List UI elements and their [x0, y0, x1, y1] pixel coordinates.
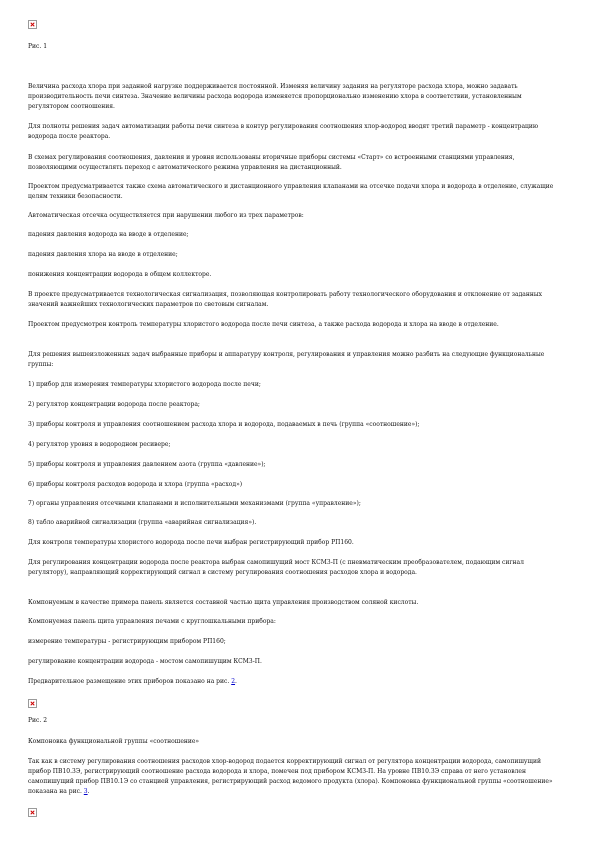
- list-item: регулирование концентрации водорода - мостом самопишущим КСМ3-П.: [28, 658, 262, 665]
- list-item: измерение температуры - регистрирующим прибором РП160;: [28, 638, 226, 645]
- broken-image-icon: [28, 808, 37, 817]
- paragraph: В проекте предусматривается технологическая сигнализация, позволяющая контролировать работу технологического оборудования и отклонение от заданных значений важнейших технологических параметров по световым сигналам.: [28, 291, 543, 308]
- paragraph-with-link: [28, 757, 558, 797]
- paragraph-with-link: [28, 677, 558, 687]
- paragraph: Для полноты решения задач автоматизации работы печи синтеза в контур регулирования соотношения хлор-водород вводят третий параметр - концентрацию водорода после реактора.: [28, 123, 539, 140]
- list-item: падения давления хлора на вводе в отделение;: [28, 251, 178, 258]
- paragraph: Проектом предусматривается также схема автоматического и дистанционного управления клапанами на отсечке подачи хлора и водорода в отделение, служащие целям техники безопасности.: [28, 183, 554, 200]
- figure-caption-1: Рис. 1: [28, 43, 48, 50]
- list-item: 3) приборы контроля и управления соотношением расхода хлора и водорода, подаваемых в печь (группа «соотношение»);: [28, 421, 420, 428]
- paragraph: В схемах регулирования соотношения, давления и уровня использованы вторичные приборы системы «Старт» со встроенными станциями управления, позволяющими осуществлять переход с автоматического режима управления на дистанционный.: [28, 154, 515, 171]
- broken-image-icon: [28, 20, 37, 29]
- paragraph-end: .: [87, 788, 90, 795]
- list-item: 2) регулятор концентрации водорода после реактора;: [28, 401, 200, 408]
- paragraph: Для контроля температуры хлористого водорода после печи выбран регистрирующий прибор РП160.: [28, 539, 354, 546]
- list-item: 8) табло аварийной сигнализации (группа «аварийная сигнализация»).: [28, 519, 257, 526]
- paragraph: Величина расхода хлора при заданной нагрузке поддерживается постоянной. Изменяя величину задания на регуляторе расхода хлора, можно задавать производительность печи синтеза. Значение величины расхода водорода изменяется пропорционально изменению хлора в соответствии, установленным регулятором соотношения.: [28, 83, 522, 110]
- paragraph: Для решения вышеизложенных задач выбранные приборы и аппаратуру контроля, регулирования и управления можно разбить на следующие функциональные группы:: [28, 351, 545, 368]
- list-item: 5) приборы контроля и управления давлением азота (группа «давление»);: [28, 461, 266, 468]
- figure-caption-2: Рис. 2: [28, 717, 48, 724]
- paragraph-end: .: [235, 678, 237, 685]
- list-item: 1) прибор для измерения температуры хлористого водорода после печи;: [28, 381, 261, 388]
- paragraph: Компонуемым в качестве примера панель является составной частью щита управления производством соляной кислоты.: [28, 599, 419, 606]
- paragraph: Проектом предусмотрен контроль температуры хлористого водорода после печи синтеза, а также расхода водорода и хлора на вводе в отделение.: [28, 321, 499, 328]
- list-item: понижения концентрации водорода в общем коллекторе.: [28, 271, 212, 278]
- paragraph-text: Предварительное размещение этих приборов показано на рис.: [28, 678, 232, 685]
- paragraph: Для регулирования концентрации водорода после реактора выбран самопишущий мост КСМ3-П (с пневматическим преобразователем, подающим сигнал регулятору), направляющий корректирующий сигнал в систему регулирования соотношения расходов хлора и водорода.: [28, 559, 524, 576]
- list-item: 7) органы управления отсечными клапанами и исполнительными механизмами (группа «управление»);: [28, 500, 361, 507]
- broken-image-icon: [28, 699, 37, 708]
- list-item: 6) приборы контроля расходов водорода и хлора (группа «расход»): [28, 481, 243, 488]
- paragraph-text: Так как в систему регулирования соотношения расходов хлор-водород подается корректирующий сигнал от регулятора концентрации водорода, самопишущий прибор ПВ10.3Э, регистрирующий соотношение расхода водорода и хлора, помечен под прибором КСМ3-П. На уровне ПВ10.3Э справа от него установлен самопишущий прибор ПВ10.1Э со станцией управления, регистрирующий расход ведомого продукта (хлора). Компоновка функциональной группы «соотношение» показана на рис.: [28, 758, 553, 795]
- figure-link-3[interactable]: 3: [83, 788, 88, 795]
- paragraph: Компонуемая панель щита управления печами с круглошкальными прибора:: [28, 618, 276, 625]
- paragraph: Автоматическая отсечка осуществляется при нарушении любого из трех параметров:: [28, 212, 304, 219]
- section-heading: Компоновка функциональной группы «соотношение»: [28, 738, 200, 745]
- list-item: падения давления водорода на вводе в отделение;: [28, 231, 189, 238]
- figure-link-2[interactable]: 2: [231, 678, 236, 685]
- list-item: 4) регулятор уровня в водородном ресивере;: [28, 441, 171, 448]
